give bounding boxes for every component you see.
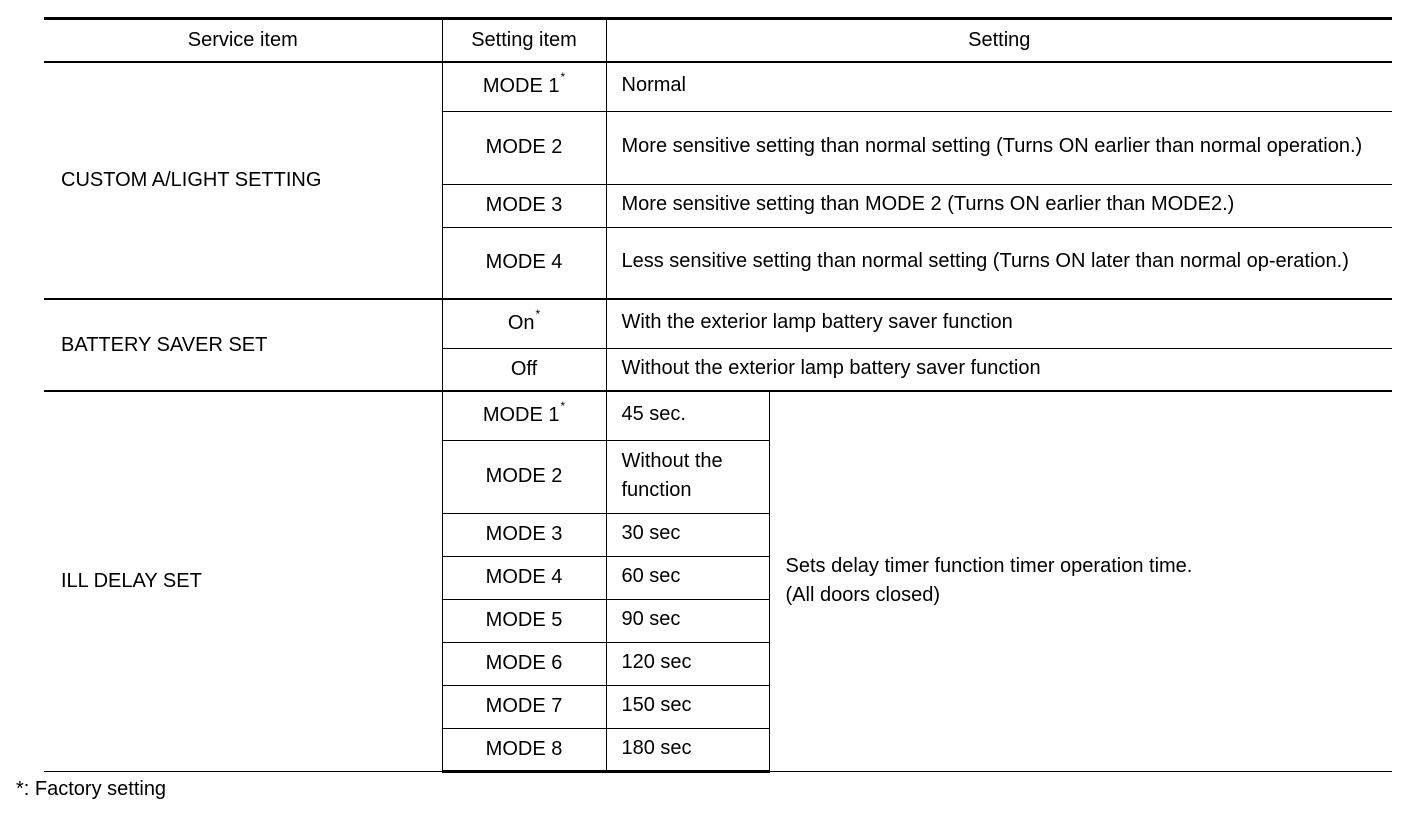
group-ill-delay — [44, 391, 1392, 771]
setting-cell: 120 sec — [606, 642, 769, 685]
setting-cell: 60 sec — [606, 556, 769, 599]
header-setting: Setting — [606, 19, 1392, 63]
setting-cell: 30 sec — [606, 513, 769, 556]
setting-cell: 180 sec — [606, 728, 769, 771]
setting-item-cell: MODE 1* — [442, 62, 606, 111]
service-item-label: CUSTOM A/LIGHT SETTING — [44, 62, 442, 299]
setting-item-cell: MODE 3 — [442, 513, 606, 556]
setting-item-cell: Off — [442, 348, 606, 391]
header-service-item: Service item — [44, 19, 442, 63]
setting-cell: 45 sec. — [606, 391, 769, 440]
factory-mark: * — [560, 69, 566, 84]
table-row — [44, 299, 1392, 348]
service-item-label: BATTERY SAVER SET — [44, 299, 442, 391]
setting-cell: Without the exterior lamp battery saver function — [606, 348, 1392, 391]
setting-item-cell: MODE 8 — [442, 728, 606, 771]
ill-delay-description: Sets delay timer function timer operation time. (All doors closed) — [769, 391, 1392, 771]
setting-cell: With the exterior lamp battery saver function — [606, 299, 1392, 348]
setting-cell: Without the function — [606, 440, 769, 513]
setting-item-cell: MODE 2 — [442, 111, 606, 184]
setting-item-cell: MODE 6 — [442, 642, 606, 685]
service-item-label: ILL DELAY SET — [44, 391, 442, 771]
setting-item-cell: MODE 3 — [442, 184, 606, 227]
header-row — [44, 19, 1392, 63]
setting-item-cell: MODE 1* — [442, 391, 606, 440]
setting-item-cell: MODE 4 — [442, 227, 606, 299]
table-row — [44, 62, 1392, 111]
factory-mark: * — [560, 398, 566, 413]
factory-mark: * — [535, 306, 541, 321]
group-battery-saver — [44, 299, 1392, 391]
setting-item-cell: MODE 7 — [442, 685, 606, 728]
setting-cell: More sensitive setting than MODE 2 (Turns ON earlier than MODE2.) — [606, 184, 1392, 227]
setting-item-cell: MODE 5 — [442, 599, 606, 642]
group-custom-alight — [44, 62, 1392, 299]
setting-item-cell: MODE 2 — [442, 440, 606, 513]
setting-cell: Normal — [606, 62, 1392, 111]
factory-setting-footnote: *: Factory setting — [16, 778, 167, 800]
setting-item-cell: MODE 4 — [442, 556, 606, 599]
setting-cell: More sensitive setting than normal setting (Turns ON earlier than normal operation.) — [606, 111, 1392, 184]
header-setting-item: Setting item — [442, 19, 606, 63]
setting-cell: 90 sec — [606, 599, 769, 642]
setting-cell: Less sensitive setting than normal setting (Turns ON later than normal op-eration.) — [606, 227, 1392, 299]
table-row — [44, 391, 1392, 440]
setting-item-cell: On* — [442, 299, 606, 348]
service-settings-table — [44, 17, 1392, 773]
setting-cell: 150 sec — [606, 685, 769, 728]
